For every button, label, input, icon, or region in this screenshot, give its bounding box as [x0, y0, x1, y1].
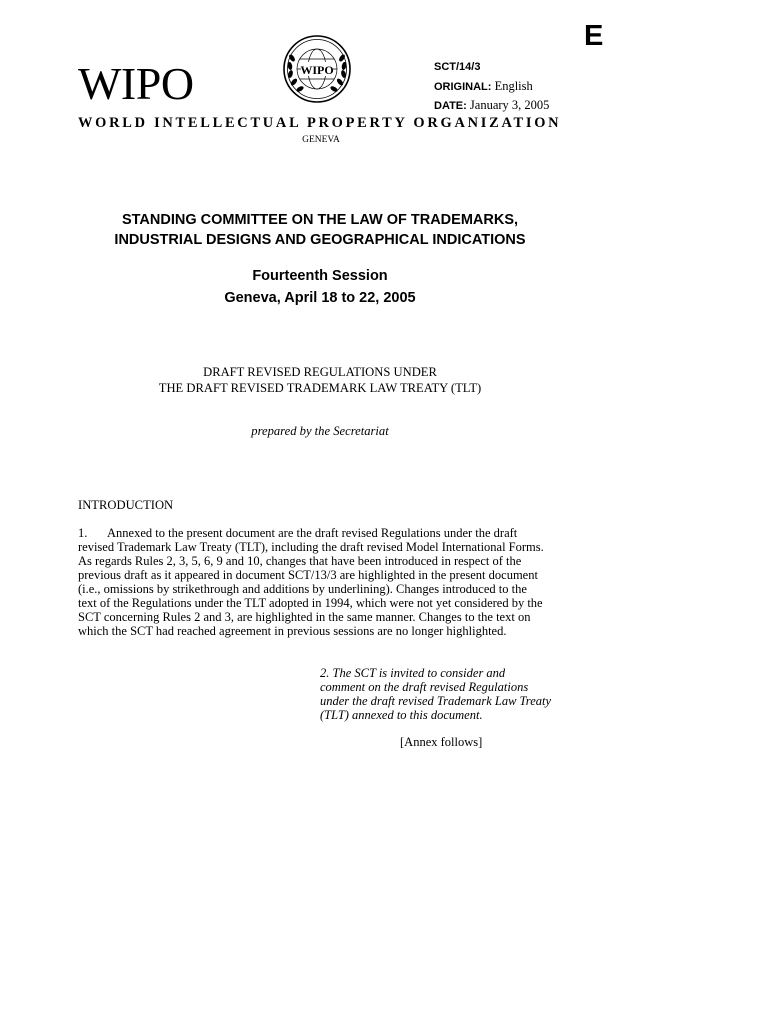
decision-line: under the draft revised Trademark Law Treaty [320, 694, 552, 708]
paragraph-number: 1. [78, 526, 88, 540]
paragraph-line: text of the Regulations under the TLT adopted in 1994, which were not yet considered by the [78, 596, 543, 610]
decision-line: (TLT) annexed to this document. [320, 708, 483, 722]
organization-name: WORLD INTELLECTUAL PROPERTY ORGANIZATION [78, 115, 562, 131]
paragraph-line: previous draft as it appeared in document SCT/13/3 are highlighted in the present document [78, 568, 538, 582]
session-place-dates: Geneva, April 18 to 22, 2005 [224, 289, 416, 306]
wipo-emblem-icon [282, 34, 352, 104]
decision-line: comment on the draft revised Regulations [320, 680, 529, 694]
paragraph-line: 1. Annexed to the present document are the draft revised Regulations under the draft [78, 526, 518, 540]
decision-paragraph [320, 666, 580, 722]
paragraph-line: As regards Rules 2, 3, 5, 6, 9 and 10, changes that have been introduced in respect of the [78, 554, 522, 568]
section-heading: INTRODUCTION [78, 498, 174, 512]
committee-title [60, 211, 580, 250]
original-value: English [494, 78, 533, 93]
city-name: GENEVA [302, 135, 340, 145]
document-metadata [434, 57, 549, 116]
original-language [434, 77, 549, 97]
committee-title-line-2: INDUSTRIAL DESIGNS AND GEOGRAPHICAL INDICATIONS [114, 231, 526, 248]
date-value: January 3, 2005 [469, 98, 550, 112]
document-date [434, 96, 549, 116]
prepared-by: prepared by the Secretariat [251, 424, 389, 438]
paragraph-line: (i.e., omissions by strikethrough and additions by underlining). Changes introduced to the [78, 582, 527, 596]
document-symbol: SCT/14/3 [434, 61, 481, 73]
paragraph-line: SCT concerning Rules 2 and 3, are highlighted in the same manner. Changes to the text on [78, 610, 531, 624]
document-title-line-2: THE DRAFT REVISED TRADEMARK LAW TREATY (TLT) [158, 380, 482, 395]
language-letter: E [584, 20, 604, 52]
decision-line: 2. The SCT is invited to consider and [320, 666, 506, 680]
session-info [60, 266, 580, 309]
wipo-logo-text: WIPO [78, 58, 194, 109]
document-title-line-1: DRAFT REVISED REGULATIONS UNDER [203, 365, 437, 379]
paragraph-line: which the SCT had reached agreement in previous sessions are no longer highlighted. [78, 624, 507, 638]
paragraph-line: revised Trademark Law Treaty (TLT), including the draft revised Model International Forms. [78, 540, 544, 554]
annex-note: [Annex follows] [400, 735, 483, 749]
paragraph-1 [78, 526, 568, 638]
session-name: Fourteenth Session [252, 268, 388, 284]
committee-title-line-1: STANDING COMMITTEE ON THE LAW OF TRADEMARKS, [121, 212, 519, 228]
document-title [60, 365, 580, 396]
original-label: ORIGINAL: [434, 80, 492, 93]
date-label: DATE: [434, 100, 467, 112]
emblem-text: WIPO [300, 63, 334, 77]
